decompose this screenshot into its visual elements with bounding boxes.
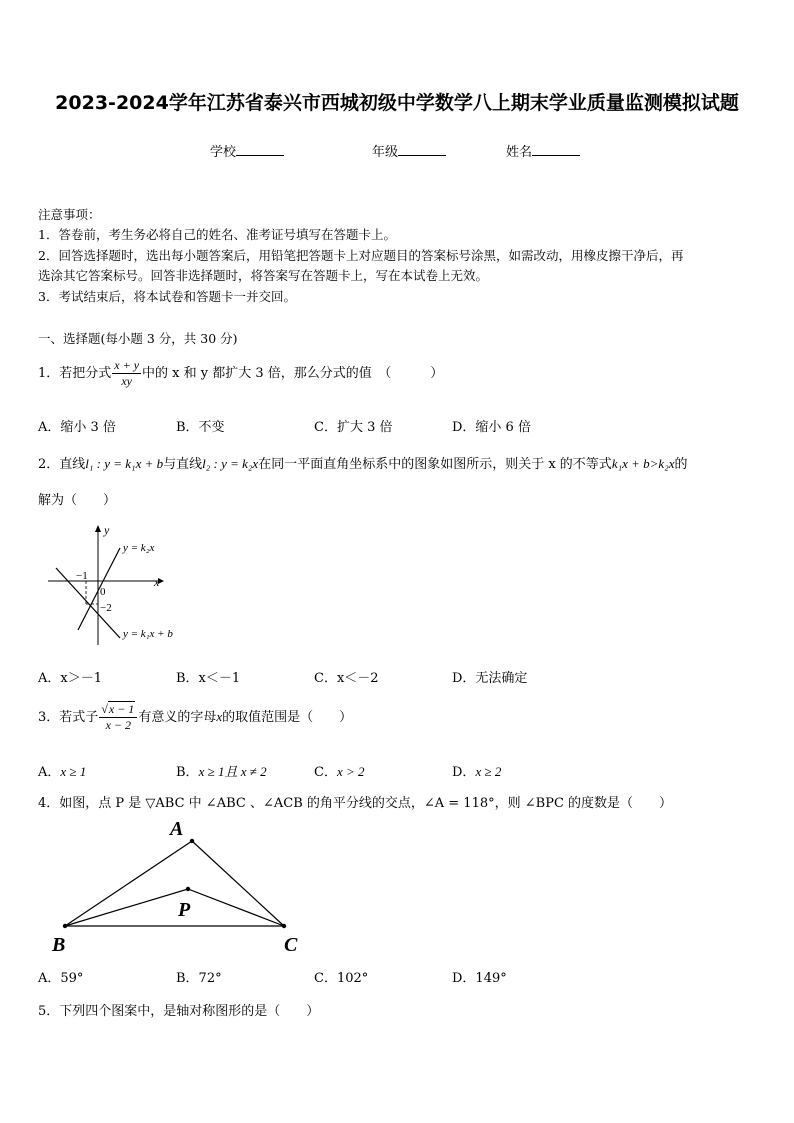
origin-label: 0 <box>100 586 106 598</box>
school-blank[interactable] <box>236 143 284 156</box>
q4-option-c[interactable]: C．102° <box>314 971 369 986</box>
y-axis-arrow <box>95 525 101 532</box>
q2-option-c[interactable]: C．x＜－2 <box>314 671 379 686</box>
name-label: 姓名 <box>506 145 533 160</box>
line-k2x <box>78 548 120 630</box>
segment-cp <box>188 889 284 926</box>
tick-neg2: −2 <box>100 602 112 614</box>
q4-option-d[interactable]: D．149° <box>452 971 507 986</box>
q2-line2: l₂ : y = k₂x <box>202 456 259 471</box>
segment-bp <box>65 889 188 926</box>
q2-mid: 与直线 <box>163 457 203 472</box>
q3-frac-den: x − 2 <box>105 718 132 732</box>
q3-option-c-math: x > 2 <box>336 764 365 779</box>
x-axis-label: x <box>154 575 160 589</box>
q4-triangle-figure <box>40 815 320 960</box>
grade-blank[interactable] <box>398 143 446 156</box>
question-4: 4．如图，点 P 是 ▽ABC 中 ∠ABC 、∠ACB 的角平分线的交点，∠A = 118°，则 ∠BPC 的度数是（ ） <box>38 796 673 811</box>
q3-option-a-letter: A． <box>38 765 61 780</box>
tick-neg1: −1 <box>76 570 88 582</box>
q3-option-d-letter: D． <box>452 765 476 780</box>
section-heading: 一、选择题(每小题 3 分，共 30 分) <box>38 331 238 346</box>
q2-line1: l₁ : y = k₁x + b <box>85 456 164 471</box>
grade-label: 年级 <box>372 145 399 160</box>
q2-pre: 2．直线 <box>38 457 86 472</box>
question-3 <box>38 702 352 733</box>
q3-post-b: 的取值范围是（ ） <box>222 710 353 725</box>
q2-option-a[interactable]: A．x＞－1 <box>38 671 102 686</box>
name-blank[interactable] <box>532 143 580 156</box>
question-5: 5．下列四个图案中，是轴对称图形的是（ ） <box>38 1004 320 1019</box>
page-title: 2023-2024学年江苏省泰兴市西城初级中学数学八上期末学业质量监测模拟试题 <box>55 92 739 114</box>
notes-heading: 注意事项： <box>38 207 101 222</box>
q4-option-a[interactable]: A．59° <box>38 971 84 986</box>
q3-option-b-math: x ≥ 1且 x ≠ 2 <box>198 764 267 779</box>
q3-option-d-math: x ≥ 2 <box>475 764 502 779</box>
q1-option-a[interactable]: A．缩小 3 倍 <box>38 420 116 435</box>
q3-option-a-math: x ≥ 1 <box>60 764 87 779</box>
q2-option-d[interactable]: D．无法确定 <box>452 671 528 686</box>
y-axis-label: y <box>104 523 110 537</box>
note-2b: 选涂其它答案标号。回答非选择题时，将答案写在答题卡上，写在本试卷上无效。 <box>38 268 489 283</box>
q1-frac-den: xy <box>121 374 132 388</box>
q3-fraction <box>99 702 137 733</box>
q2-end: 的 <box>674 457 688 472</box>
q3-post-a: 有意义的字母 <box>138 710 217 725</box>
q2-inequality: k₁x + b>k₂x <box>611 456 675 471</box>
q2-option-b[interactable]: B．x＜－1 <box>176 671 241 686</box>
name-field[interactable] <box>506 141 580 160</box>
q3-option-a[interactable] <box>38 761 86 780</box>
q3-option-c[interactable] <box>314 761 365 780</box>
label-line-k1x-b: y = k₁x + b <box>123 628 173 640</box>
q1-fraction <box>112 358 141 389</box>
q1-post: 中的 x 和 y 都扩大 3 倍，那么分式的值 （ ） <box>142 366 444 381</box>
q3-var: x <box>216 709 223 724</box>
school-label: 学校 <box>210 145 237 160</box>
side-ab <box>65 841 192 926</box>
vertex-a <box>190 839 194 843</box>
school-field[interactable] <box>210 141 284 160</box>
q1-option-d[interactable]: D．缩小 6 倍 <box>452 420 531 435</box>
grade-field[interactable] <box>372 141 446 160</box>
vertex-b <box>63 924 67 928</box>
q3-option-b[interactable] <box>176 761 267 780</box>
question-1 <box>38 358 443 389</box>
q1-option-b[interactable]: B．不变 <box>176 420 225 435</box>
label-a: A <box>170 818 184 840</box>
q4-option-b[interactable]: B．72° <box>176 971 222 986</box>
note-3: 3．考试结束后，将本试卷和答题卡一并交回。 <box>38 289 296 304</box>
q1-frac-num: x + y <box>114 358 140 372</box>
q2-line-2: 解为（ ） <box>38 493 117 508</box>
label-p: P <box>178 899 191 921</box>
q3-sqrt: x − 1 <box>108 702 135 716</box>
q3-pre: 3．若式子 <box>38 710 99 725</box>
point-p <box>186 887 190 891</box>
q3-option-c-letter: C． <box>314 765 337 780</box>
q2-mid2: 在同一平面直角坐标系中的图象如图所示，则关于 x 的不等式 <box>258 457 612 472</box>
q3-frac-num: √x − 1 <box>99 702 137 718</box>
q1-option-c[interactable]: C．扩大 3 倍 <box>314 420 393 435</box>
label-line-k2x: y = k₂x <box>123 542 155 554</box>
q3-option-b-letter: B． <box>176 765 199 780</box>
side-ac <box>192 841 284 926</box>
question-2 <box>38 453 688 472</box>
vertex-c <box>282 924 286 928</box>
note-1: 1．答卷前，考生务必将自己的姓名、准考证号填写在答题卡上。 <box>38 227 396 242</box>
label-b: B <box>52 934 66 956</box>
label-c: C <box>284 934 298 956</box>
q2-graph <box>40 520 190 650</box>
q3-option-d[interactable] <box>452 761 501 780</box>
note-2a: 2．回答选择题时，选出每小题答案后，用铅笔把答题卡上对应题目的答案标号涂黑，如需改动，用橡皮擦干净后，再 <box>38 248 684 263</box>
q1-pre: 1．若把分式 <box>38 366 112 381</box>
